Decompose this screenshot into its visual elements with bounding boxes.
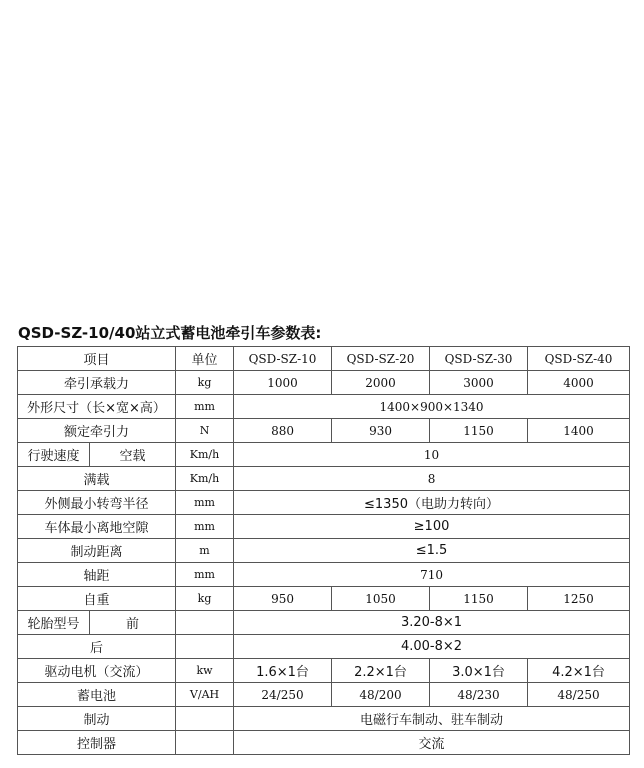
value-speed-empty: 10 — [234, 443, 630, 467]
unit-turn: mm — [176, 491, 234, 515]
value-wheelbase: 710 — [234, 563, 630, 587]
value-brake-distance: ≤1.5 — [234, 539, 630, 563]
spec-table — [17, 346, 630, 755]
value-weight-2: 1050 — [332, 587, 430, 611]
value-force-4: 1400 — [528, 419, 630, 443]
unit-force: N — [176, 419, 234, 443]
row-battery — [18, 683, 630, 707]
row-wheelbase — [18, 563, 630, 587]
label-weight: 自重 — [18, 587, 176, 611]
unit-wheelbase: mm — [176, 563, 234, 587]
unit-speed-full: Km/h — [176, 467, 234, 491]
row-controller — [18, 731, 630, 755]
row-speed-full — [18, 467, 630, 491]
value-load-4: 4000 — [528, 371, 630, 395]
label-motor: 驱动电机（交流） — [18, 659, 176, 683]
value-motor-4: 4.2×1台 — [528, 659, 630, 683]
label-tire-rear: 后 — [18, 635, 176, 659]
value-weight-4: 1250 — [528, 587, 630, 611]
label-speed: 行驶速度 — [18, 443, 90, 467]
unit-speed-empty: Km/h — [176, 443, 234, 467]
row-motor — [18, 659, 630, 683]
row-tire-front — [18, 611, 630, 635]
header-model-3: QSD-SZ-30 — [430, 347, 528, 371]
header-row — [18, 347, 630, 371]
row-force — [18, 419, 630, 443]
header-model-2: QSD-SZ-20 — [332, 347, 430, 371]
label-brake-distance: 制动距离 — [18, 539, 176, 563]
label-speed-full: 满载 — [18, 467, 176, 491]
unit-load: kg — [176, 371, 234, 395]
unit-brake — [176, 707, 234, 731]
label-tire: 轮胎型号 — [18, 611, 90, 635]
value-tire-rear: 4.00-8×2 — [234, 635, 630, 659]
value-turn: ≤1350（电助力转向） — [234, 491, 630, 515]
label-clearance: 车体最小离地空隙 — [18, 515, 176, 539]
unit-dims: mm — [176, 395, 234, 419]
unit-motor: kw — [176, 659, 234, 683]
value-tire-front: 3.20-8×1 — [234, 611, 630, 635]
label-turn: 外侧最小转弯半径 — [18, 491, 176, 515]
row-load — [18, 371, 630, 395]
row-brake-distance — [18, 539, 630, 563]
header-item: 项目 — [18, 347, 176, 371]
value-motor-1: 1.6×1台 — [234, 659, 332, 683]
row-speed-empty — [18, 443, 630, 467]
unit-brake-distance: m — [176, 539, 234, 563]
label-battery: 蓄电池 — [18, 683, 176, 707]
unit-tire-rear — [176, 635, 234, 659]
row-tire-rear — [18, 635, 630, 659]
value-clearance: ≥100 — [234, 515, 630, 539]
label-speed-empty: 空载 — [90, 443, 176, 467]
value-brake: 电磁行车制动、驻车制动 — [234, 707, 630, 731]
label-brake: 制动 — [18, 707, 176, 731]
label-wheelbase: 轴距 — [18, 563, 176, 587]
label-dims: 外形尺寸（长×宽×高） — [18, 395, 176, 419]
table-title: QSD-SZ-10/40站立式蓄电池牵引车参数表: — [18, 324, 322, 342]
header-model-4: QSD-SZ-40 — [528, 347, 630, 371]
header-unit: 单位 — [176, 347, 234, 371]
label-tire-front: 前 — [90, 611, 176, 635]
row-turn — [18, 491, 630, 515]
value-battery-4: 48/250 — [528, 683, 630, 707]
row-clearance — [18, 515, 630, 539]
value-controller: 交流 — [234, 731, 630, 755]
value-battery-1: 24/250 — [234, 683, 332, 707]
value-battery-2: 48/200 — [332, 683, 430, 707]
unit-clearance: mm — [176, 515, 234, 539]
value-motor-2: 2.2×1台 — [332, 659, 430, 683]
value-load-1: 1000 — [234, 371, 332, 395]
unit-controller — [176, 731, 234, 755]
row-brake — [18, 707, 630, 731]
value-force-2: 930 — [332, 419, 430, 443]
header-model-1: QSD-SZ-10 — [234, 347, 332, 371]
value-motor-3: 3.0×1台 — [430, 659, 528, 683]
row-weight — [18, 587, 630, 611]
value-load-2: 2000 — [332, 371, 430, 395]
value-force-3: 1150 — [430, 419, 528, 443]
value-weight-1: 950 — [234, 587, 332, 611]
value-force-1: 880 — [234, 419, 332, 443]
value-battery-3: 48/230 — [430, 683, 528, 707]
label-load: 牵引承载力 — [18, 371, 176, 395]
label-controller: 控制器 — [18, 731, 176, 755]
label-force: 额定牵引力 — [18, 419, 176, 443]
value-speed-full: 8 — [234, 467, 630, 491]
value-load-3: 3000 — [430, 371, 528, 395]
unit-tire-front — [176, 611, 234, 635]
row-dims — [18, 395, 630, 419]
unit-battery: V/AH — [176, 683, 234, 707]
unit-weight: kg — [176, 587, 234, 611]
value-weight-3: 1150 — [430, 587, 528, 611]
value-dims: 1400×900×1340 — [234, 395, 630, 419]
